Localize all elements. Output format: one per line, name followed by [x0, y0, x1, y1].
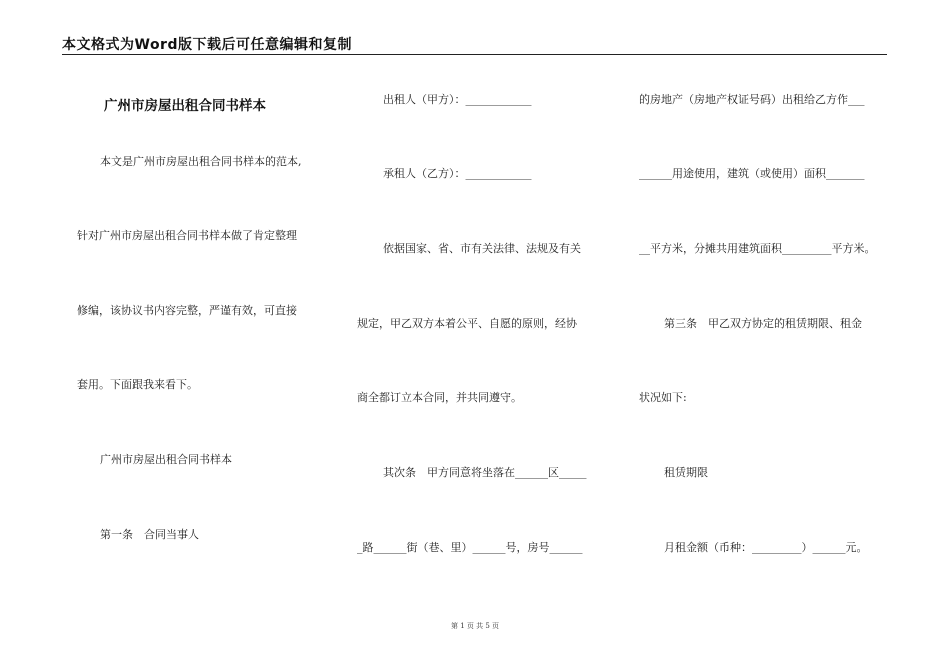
paragraph-line: 承租人（乙方）：____________	[383, 167, 532, 180]
paragraph-line: 本文是广州市房屋出租合同书样本的范本,	[100, 155, 302, 168]
paragraph-line: 依据国家、省、市有关法律、法规及有关	[383, 242, 581, 255]
paragraph-line: 广州市房屋出租合同书样本	[100, 453, 232, 466]
paragraph-line: 修编，该协议书内容完整，严谨有效，可直接	[77, 304, 297, 317]
paragraph-line: __平方米，分摊共用建筑面积_________平方米。	[639, 242, 876, 255]
page-number: 第 1 页 共 5 页	[450, 622, 500, 630]
paragraph-line: 套用。下面跟我来看下。	[77, 378, 198, 391]
section-heading: 第三条 甲乙双方协定的租赁期限、租金	[664, 317, 862, 330]
paragraph-line: 租赁期限	[664, 466, 708, 479]
paragraph-line: 月租金额（币种：_________）______元。	[664, 541, 868, 554]
paragraph-line: 针对广州市房屋出租合同书样本做了肯定整理	[77, 229, 297, 242]
section-heading: 第一条 合同当事人	[100, 528, 199, 541]
document-title: 广州市房屋出租合同书样本	[104, 98, 266, 114]
paragraph-line: 规定，甲乙双方本着公平、自愿的原则，经协	[357, 317, 577, 330]
paragraph-line: 状况如下:	[639, 391, 687, 404]
paragraph-line: 出租人（甲方）：____________	[383, 93, 532, 106]
paragraph-line: 商全都订立本合同，并共同遵守。	[357, 391, 522, 404]
paragraph-line: ______用途使用，建筑（或使用）面积_______	[639, 167, 865, 180]
page-header	[62, 32, 887, 55]
paragraph-line: _路______街（巷、里）______号，房号______	[357, 541, 583, 554]
paragraph-line: 的房地产（房地产权证号码）出租给乙方作___	[639, 93, 865, 106]
header-title: 本文格式为Word版下载后可任意编辑和复制	[62, 37, 352, 53]
section-heading: 其次条 甲方同意将坐落在______区_____	[383, 466, 587, 479]
